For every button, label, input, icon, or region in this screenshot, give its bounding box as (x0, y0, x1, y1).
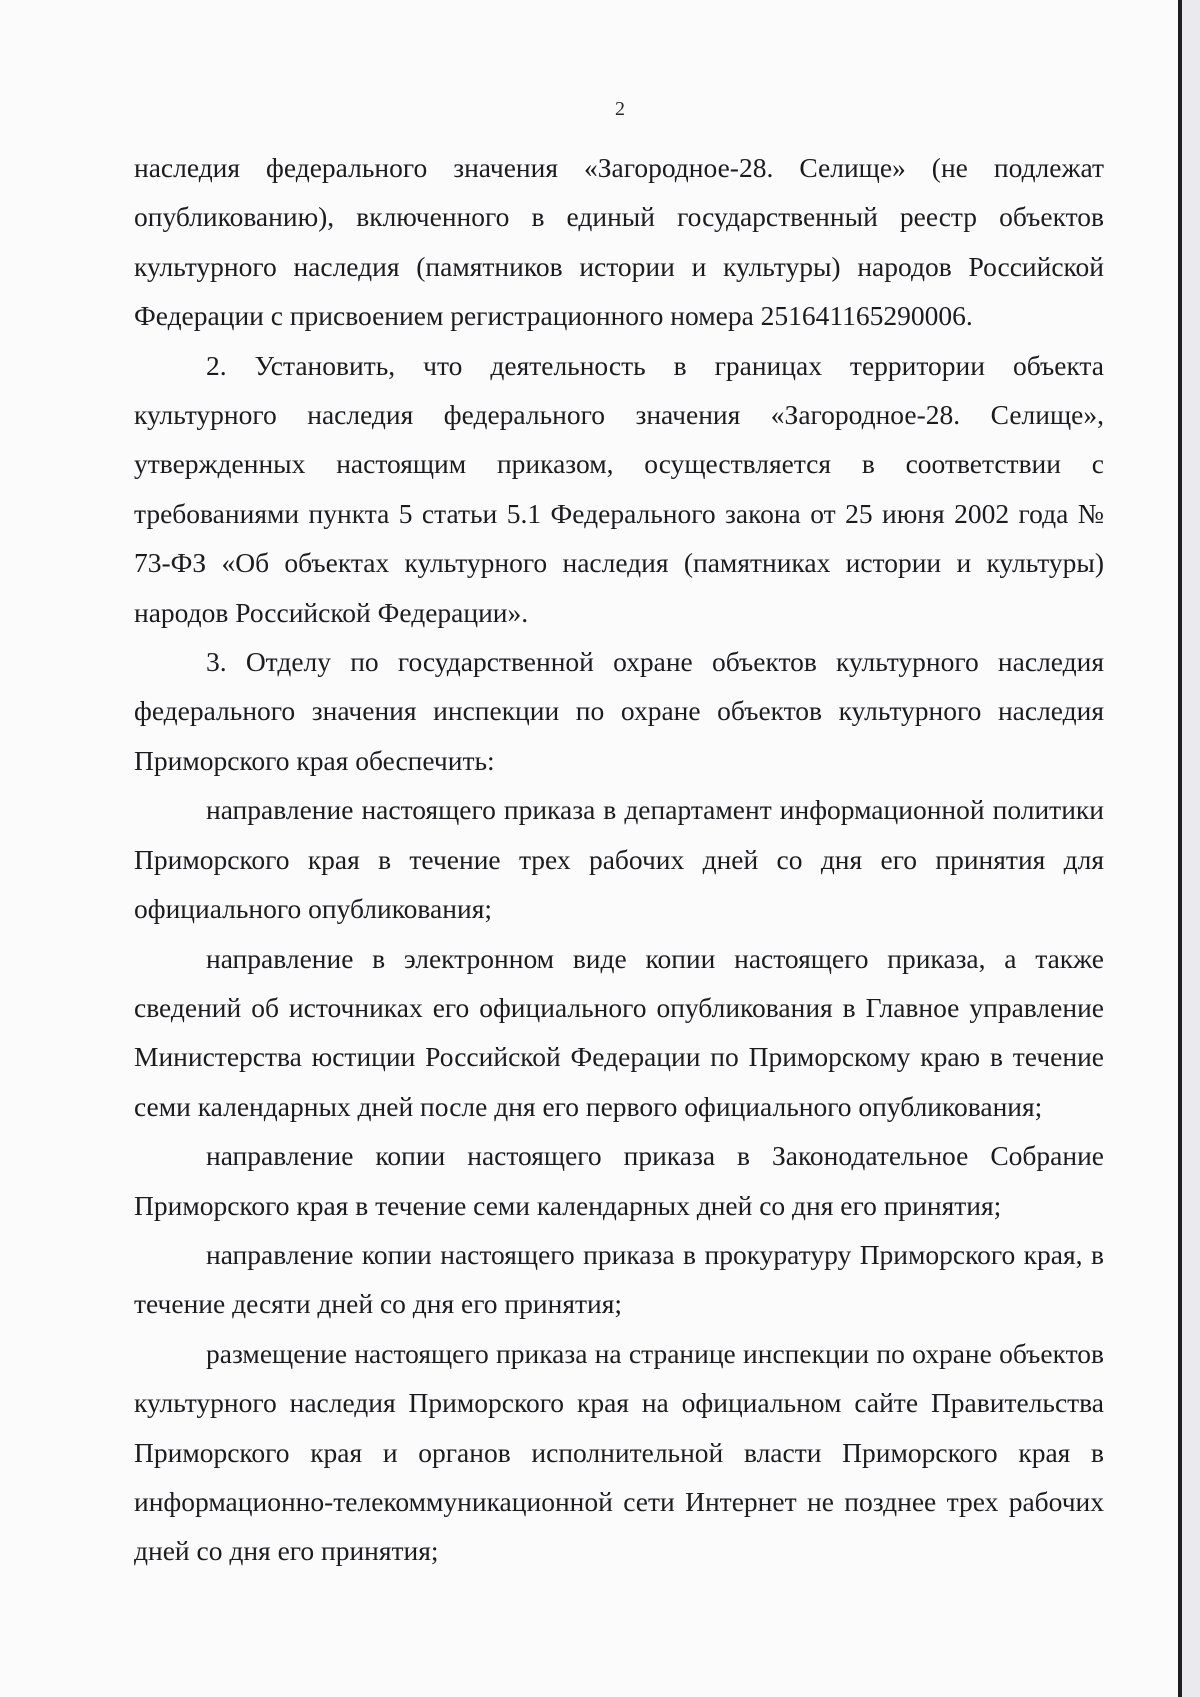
document-body (134, 143, 1104, 1576)
paragraph-subitem-prosecutor: направление копии настоящего приказа в прокуратуру Приморского края, в течение десяти дней со дня его принятия; (134, 1238, 1104, 1320)
page-number: 2 (615, 98, 625, 120)
scan-margin (1182, 0, 1200, 1697)
paragraph-subitem-ministry-justice: направление в электронном виде копии настоящего приказа, а также сведений об источниках его официального опубликования в Главное управление Министерства юстиции Российской Федерации по Приморскому краю в течение семи календарных дней после дня его первого официального опубликования; (134, 942, 1104, 1122)
paragraph-subitem-website: размещение настоящего приказа на странице инспекции по охране объектов культурного наследия Приморского края на официальном сайте Правительства Приморского края и органов исполнительной власти Приморского края в информационно-телекоммуникационной сети Интернет не позднее трех рабочих дней со дня его принятия; (134, 1337, 1104, 1567)
paragraph-subitem-publication: направление настоящего приказа в департамент информационной политики Приморского края в течение трех рабочих дней со дня его принятия для официального опубликования; (134, 794, 1104, 925)
paragraph-subitem-legislative-assembly: направление копии настоящего приказа в Законодательное Собрание Приморского края в течение семи календарных дней со дня его принятия; (134, 1140, 1104, 1221)
paragraph-item-2: 2. Установить, что деятельность в границах территории объекта культурного наследия федерального значения «Загородное-28. Селище», утвержденных настоящим приказом, осуществляется в соответствии с требованиями пункта 5 статьи 5.1 Федерального закона от 25 июня 2002 года № 73-ФЗ «Об объектах культурного наследия (памятниках истории и культуры) народов Российской Федерации». (134, 349, 1104, 628)
paragraph-continuation: наследия федерального значения «Загородное-28. Селище» (не подлежат опубликованию), включенного в единый государственный реестр объектов культурного наследия (памятников истории и культуры) народов Российской Федерации с присвоением регистрационного номера 251641165290006. (134, 152, 1104, 332)
paragraph-item-3: 3. Отделу по государственной охране объектов культурного наследия федерального значения инспекции по охране объектов культурного наследия Приморского края обеспечить: (134, 646, 1104, 776)
